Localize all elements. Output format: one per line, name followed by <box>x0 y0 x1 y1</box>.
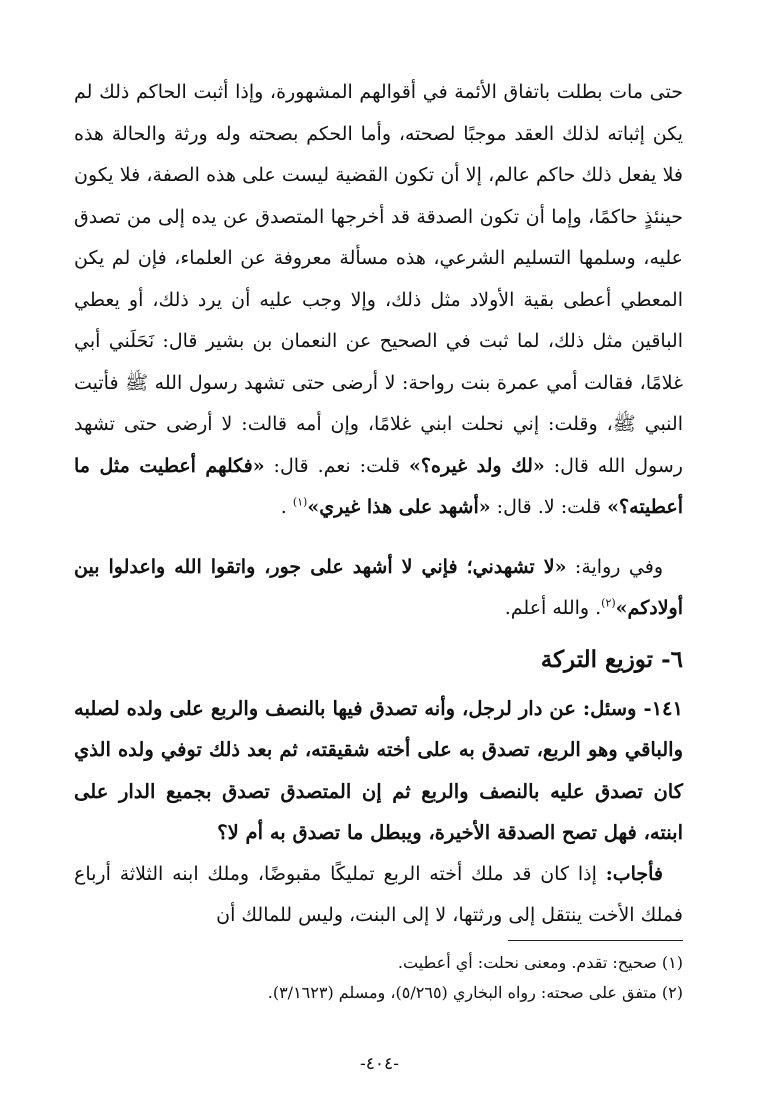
section-heading: ٦- توزيع التركة <box>540 645 683 673</box>
question-paragraph: ١٤١- وسئل: عن دار لرجل، وأنه تصدق فيها بالنصف والربع على ولده لصلبه والباقي وهو الربع، تصدق به على أخته شقيقته، ثم بعد ذلك توفي ولده الذي كان تصدق عليه بالنصف والربع ثم إن المتصدق تصدق بجميع الدار على ابنته، فهل تصح الصدقة الأخيرة، ويبطل ما تصدق به أم لا؟ <box>74 696 683 844</box>
page-number: -٤٠٤- <box>360 1054 399 1074</box>
paragraph-1-end: . <box>280 496 293 518</box>
hadith-quote-1: «لك ولد غيره؟» <box>409 454 545 477</box>
paragraph-2-start: وفي رواية: <box>566 555 663 578</box>
hadith-quote-3: «أشهد على هذا غيري» <box>307 496 491 518</box>
footnote-1: (١) صحيح: تقدم. ومعنى نحلت: أي أعطيت. <box>397 953 683 972</box>
answer-paragraph <box>74 854 683 937</box>
paragraph-1-mid: قلت: نعم. قال: <box>264 454 410 477</box>
paragraph-1-mid2: قلت: لا. قال: <box>490 496 608 518</box>
paragraph-2-end: . والله أعلم. <box>504 597 602 619</box>
footnote-ref-2: (٢) <box>601 596 616 610</box>
hadith-quote-2: «فكلهم أعطيت مثل ما أعطيته؟» <box>74 454 683 518</box>
hadith-quote-4: «لا تشهدني؛ فإني لا أشهد على جور، واتقوا الله واعدلوا بين أولادكم» <box>74 555 683 619</box>
footnote-divider <box>508 940 683 941</box>
paragraph-1-text: حتى مات بطلت باتفاق الأئمة في أقوالهم المشهورة، وإذا أثبت الحاكم ذلك لم يكن إثباته لذلك العقد موجبًا لصحته، وأما الحكم بصحته وله ورثة والحالة هذه فلا يفعل ذلك حاكم عالم، إلا أن تكون القضية ليست على هذه الصفة، فلا يكون حينئذٍ حاكمًا، وإما أن تكون الصدقة قد أخرجها المتصدق عن يده إلى من تصدق عليه، وسلمها التسليم الشرعي، هذه مسألة معروفة عن العلماء، فإن لم يكن المعطي أعطى بقية الأولاد مثل ذلك، وإلا وجب عليه أن يرد ذلك، أو يعطي الباقين مثل ذلك، لما ثبت في الصحيح عن النعمان بن بشير قال: نَحَلَني أبي غلامًا، فقالت أمي عمرة بنت رواحة: لا أرضى حتى تشهد رسول الله ﷺ فأتيت النبي ﷺ، وقلت: إني نحلت ابني غلامًا، وإن أمه قالت: لا أرضى حتى تشهد رسول الله قال: <box>74 81 683 477</box>
paragraph-2 <box>74 547 683 630</box>
answer-label: فأجاب: <box>605 862 663 885</box>
answer-text: إذا كان قد ملك أخته الربع تمليكًا مقبوضًا، وملك ابنه الثلاثة أرباع فملك الأخت ينتقل إلى ورثتها، لا إلى البنت، وليس للمالك أن <box>74 862 683 926</box>
footnotes <box>74 948 683 1008</box>
footnote-ref-1: (١) <box>292 495 308 509</box>
paragraph-1 <box>74 72 683 529</box>
footnote-2: (٢) متفق على صحته: رواه البخاري (٥/٢٦٥)، ومسلم (٣/١٦٢٣). <box>267 983 683 1002</box>
main-text <box>74 72 683 937</box>
